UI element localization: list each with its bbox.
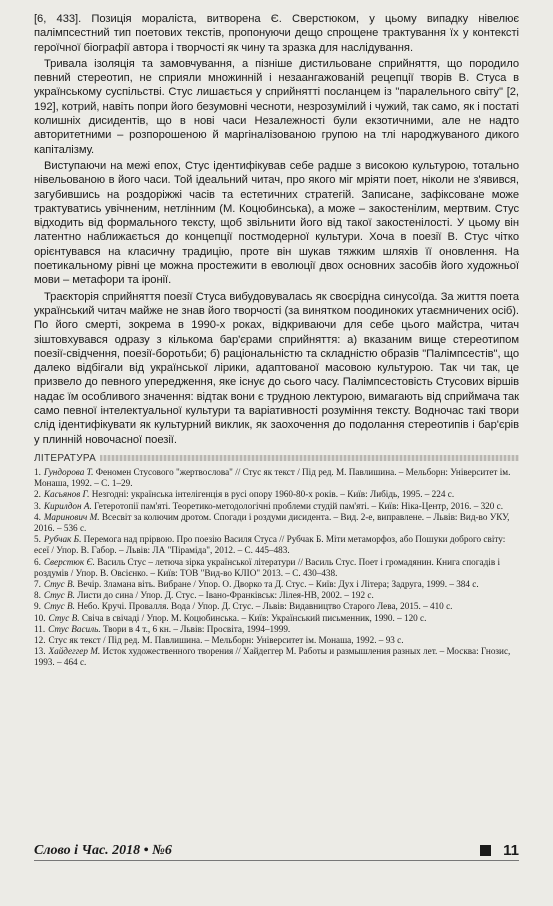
square-marker-icon [480, 845, 491, 856]
page-number: 11 [503, 842, 519, 859]
literature-heading [34, 453, 519, 464]
reference-item: 3. Кирилдон А. Гетеротопії пам'яті. Теоретико-методологічні проблеми студій пам'яті. – Київ: Ніка-Центр, 2016. – 320 с. [34, 500, 504, 511]
reference-author: Стус Василь. [48, 623, 101, 634]
reference-item: 1. Гундорова Т. Феномен Стусового "жертвослова" // Стус як текст / Під ред. М. Павлишина. – Мельборн: Університет ім. Монаша, 1992. – С. 1–29. [34, 466, 511, 489]
reference-author: Стус В. [48, 612, 80, 623]
reference-item: 7. Стус В. Вечір. Зламана віть. Вибране / Упор. О. Дворко та Д. Стус. – Київ: Дух і Літера; Задруга, 1999. – 384 с. [34, 578, 479, 589]
footer-rule [34, 860, 519, 861]
reference-item: 2. Касьянов Г. Незгодні: українська інтелігенція в русі опору 1960-80-х років. – Київ: Либідь, 1995. – 224 с. [34, 489, 455, 500]
article-body [34, 12, 519, 447]
page-number-block [480, 842, 519, 859]
reference-item: 8. Стус В. Листи до сина / Упор. Д. Стус. – Івано-Франківськ: Лілея-НВ, 2002. – 192 с. [34, 590, 374, 601]
reference-item: 10. Стус В. Свіча в свічаді / Упор. М. Коцюбинська. – Київ: Український письменник, 1990. – 120 с. [34, 612, 427, 623]
literature-heading-label: ЛІТЕРАТУРА [34, 452, 97, 464]
paragraph-2: Тривала ізоляція та замовчування, а пізніше дистильоване сприйняття, що породило певний стереотип, не сприяли множинній і незаангажованій рецепції творів В. Стуса в українському суспільстві. Стус лишається у сприйнятті посланцем із "паралельного світу" [2, 192], котрий, навіть попри його безумовні чесноти, незрозумілий і чужий, так само, як і постаті колишніх дисидентів, що в нові часи Незалежності були екзотичними, але не надто авторитетними – розпорошеною й маргіналізованою групою на тлі народжуваного дикого капіталізму. [34, 57, 519, 156]
page-footer [34, 842, 519, 859]
journal-title: Слово і Час. 2018 • №6 [34, 842, 172, 858]
reference-item: 11. Стус Василь. Твори в 4 т., 6 кн. – Львів: Просвіта, 1994–1999. [34, 623, 291, 634]
reference-author: Кирилдон А. [43, 500, 92, 511]
reference-author: Стус В. [43, 578, 75, 589]
reference-item: 12. Стус як текст / Під ред. М. Павлишина. – Мельборн: Університет ім. Монаша, 1992. – 93 с. [34, 634, 404, 645]
reference-item: 5. Рубчак Б. Перемога над прірвою. Про поезію Василя Стуса // Рубчак Б. Міти метаморфоз, або Пошуки доброго світу: есеї / Упор. В. Габор. – Львів: ЛА "Піраміда", 2012. – С. 445–483. [34, 534, 506, 556]
paragraph-4: Траєкторія сприйняття поезії Стуса вибудовувалась як своєрідна синусоїда. За життя поета український читач майже не знав його творчості (за винятком поодиноких утаємничених осіб). По його смерті, зокрема в 1990-х роках, відкриваючи для себе цього майстра, читач зіштовхувався одразу з кількома бар'єрами сприйняття: а) вказаним вище стереотипом поезії-свідчення, поезії-боротьби; б) раціональністю та складністю образів "Палімпсестів", що далеко відбігали від української лірики, адаптованої масовою культурою. Так чи так, це призвело до певного упередження, яке існує до сього часу. Палімпсестовість Стусових віршів надає їм особливого значення: відтак вони є трудною лектурою, вимагають від сприймача так само певної інтелектуальної культури та варіативності розуміння тексту. Водночас такі твори слід ідентифікувати як культурний виклик, як заохочення до подолання стереотипів і бар'єрів у плинній новочасної поезії. [34, 290, 519, 446]
reference-item: 9. Стус В. Небо. Кручі. Провалля. Вода / Упор. Д. Стус. – Львів: Видавництво Старого Лева, 2015. – 410 с. [34, 601, 453, 612]
reference-author: Рубчак Б. [43, 534, 82, 545]
reference-author: Маринович М. [43, 511, 100, 522]
reference-author: Стус В. [43, 590, 75, 601]
reference-author: Касьянов Г. [43, 489, 90, 500]
reference-item: 4. Маринович М. Всесвіт за колючим дротом. Спогади і роздуми дисидента. – Вид. 2-е, виправлене. – Львів: Вид-во УКУ, 2016. – 536 с. [34, 511, 510, 533]
reference-author: Сверстюк Є. [43, 556, 95, 567]
reference-author: Стус В. [43, 601, 75, 612]
reference-author: Гундорова Т. [43, 466, 94, 477]
reference-item: 13. Хайдеггер М. Исток художественного творения // Хайдеггер М. Работы и размышления разных лет. – Москва: Гнозис, 1993. – 464 с. [34, 646, 511, 668]
reference-list [34, 467, 519, 669]
reference-author: Хайдеггер М. [48, 646, 101, 657]
paragraph-3: Виступаючи на межі епох, Стус ідентифікував себе радше з високою культурою, тотально нівельованою в його часи. Той ідеальний читач, про якого міг мріяти поет, ніколи не з'явився, загубившись на роздоріжжі часів та естетичних стратегій. Записане, зафіксоване може трактуватись увічненим, нетлінним (М. Коцюбинська), а може – закостенілим, мертвим. Стус відходить від формального тексту, щоб звільнити його від такої закостенілості. У цьому він латентно наближається до концепції постмодерної культури. Хоча в поезії В. Стус чітко орієнтувався на класичну традицію, проте він шукав тяжким шляхів її оновлення. На поетикальному рівні це можна простежити в еволюції двох основних засобів його художньої мови – метафори та іронії. [34, 159, 519, 287]
heading-divider [100, 455, 519, 461]
reference-item: 6. Сверстюк Є. Василь Стус – летюча зірка української літератури // Василь Стус. Поет і громадянин. Книга спогадів і роздумів / Упор. В. Овсієнко. – Київ: ТОВ "Вид-во КЛІО" 2013. – С. 430–438. [34, 556, 501, 578]
paragraph-1: [6, 433]. Позиція мораліста, витворена Є. Сверстюком, у цьому випадку нівелює палімпсестний тип поетових текстів, пропонуючи дещо спрощене трактування їх у контексті героїчної біографії автора і творчості як чину та зразка для наслідування. [34, 13, 519, 54]
